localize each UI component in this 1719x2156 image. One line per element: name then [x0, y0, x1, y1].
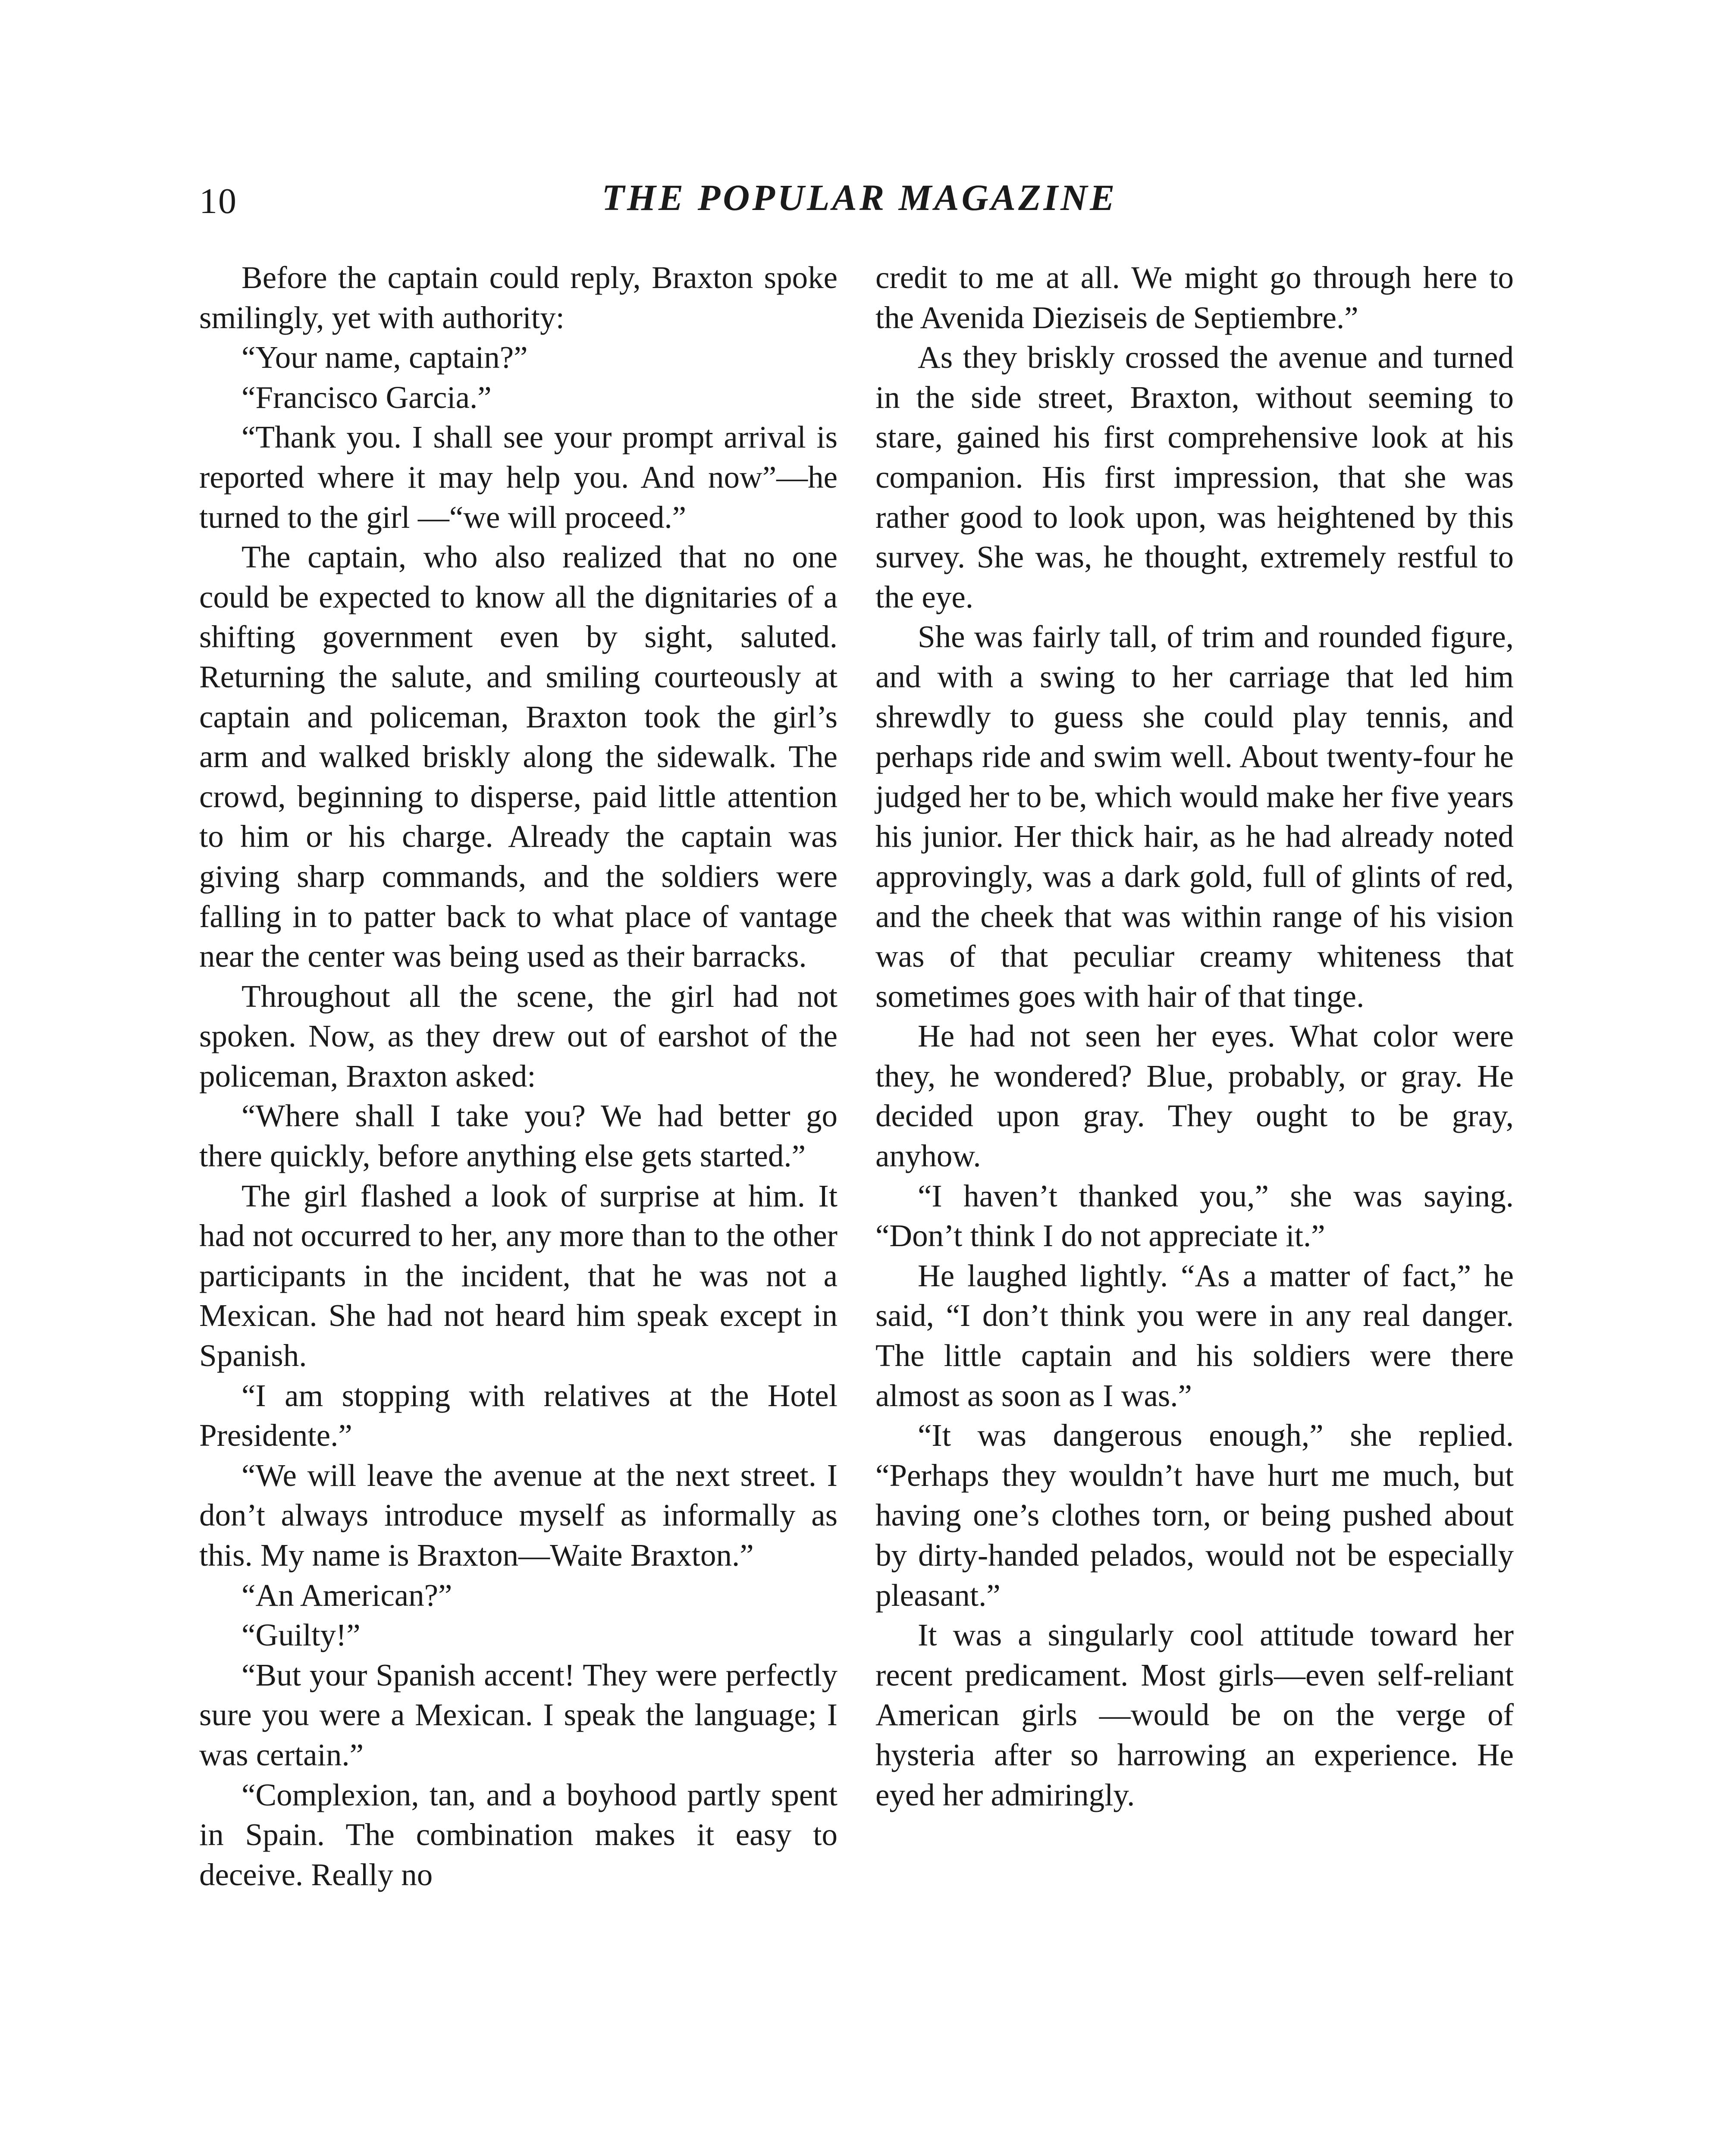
running-head: THE POPULAR MAGAZINE	[602, 177, 1117, 218]
paragraph: “I haven’t thanked you,” she was saying. “Don’t think I do not appreciate it.”	[875, 1178, 1514, 1253]
paragraph: “Thank you. I shall see your prompt arrival is reported where it may help you. And now”—he turned to the girl —“we will proceed.”	[199, 420, 838, 535]
paragraph: “Where shall I take you? We had better go there quickly, before anything else gets started.”	[199, 1098, 838, 1174]
paragraph: Before the captain could reply, Braxton spoke smilingly, yet with authority:	[199, 260, 838, 335]
left-text-column	[199, 258, 838, 1895]
paragraph: credit to me at all. We might go through here to the Avenida Dieziseis de Septiembre.”	[875, 260, 1514, 335]
paragraph: “Your name, captain?”	[242, 340, 528, 375]
paragraph: Throughout all the scene, the girl had not spoken. Now, as they drew out of earshot of the policeman, Braxton asked:	[199, 978, 838, 1094]
paragraph: “Guilty!”	[242, 1617, 361, 1653]
paragraph: “We will leave the avenue at the next street. I don’t always introduce myself as informally as this. My name is Braxton—Waite Braxton.”	[199, 1457, 838, 1573]
paragraph: “An American?”	[242, 1577, 452, 1613]
paragraph: The girl flashed a look of surprise at him. It had not occurred to her, any more than to the other participants in the incident, that he was not a Mexican. She had not heard him speak except in Spanish.	[199, 1178, 838, 1373]
paragraph: He had not seen her eyes. What color were they, he wondered? Blue, probably, or gray. He decided upon gray. They ought to be gray, anyhow.	[875, 1018, 1514, 1174]
paragraph: “Complexion, tan, and a boyhood partly spent in Spain. The combination makes it easy to deceive. Really no	[199, 1777, 838, 1892]
paragraph: “But your Spanish accent! They were perfectly sure you were a Mexican. I speak the language; I was certain.”	[199, 1657, 838, 1772]
paragraph: He laughed lightly. “As a matter of fact,” he said, “I don’t think you were in any real danger. The little captain and his soldiers were there almost as soon as I was.”	[875, 1258, 1514, 1413]
right-text-column	[875, 258, 1514, 1815]
paragraph: She was fairly tall, of trim and rounded figure, and with a swing to her carriage that led him shrewdly to guess she could play tennis, and perhaps ride and swim well. About twenty-four he judged her to be, which would make her five years his junior. Her thick hair, as he had already noted approvingly, was a dark gold, full of glints of red, and the cheek that was within range of his vision was of that peculiar creamy whiteness that sometimes goes with hair of that tinge.	[875, 619, 1514, 1014]
paragraph: “It was dangerous enough,” she replied. “Perhaps they wouldn’t have hurt me much, but having one’s clothes torn, or being pushed about by dirty-handed pelados, would not be especially pleasant.”	[875, 1418, 1514, 1613]
paragraph: “Francisco Garcia.”	[242, 379, 492, 415]
paragraph: “I am stopping with relatives at the Hotel Presidente.”	[199, 1378, 838, 1453]
paragraph: As they briskly crossed the avenue and turned in the side street, Braxton, without seeming to stare, gained his first comprehensive look at his companion. His first impression, that she was rather good to look upon, was heightened by this survey. She was, he thought, extremely restful to the eye.	[875, 340, 1514, 614]
paragraph: It was a singularly cool attitude toward her recent predicament. Most girls—even self-reliant American girls —would be on the verge of hysteria after so harrowing an experience. He eyed her admiringly.	[875, 1617, 1514, 1812]
page-number: 10	[199, 181, 237, 221]
paragraph: The captain, who also realized that no one could be expected to know all the dignitaries of a shifting government even by sight, saluted. Returning the salute, and smiling courteously at captain and policeman, Braxton took the girl’s arm and walked briskly along the sidewalk. The crowd, beginning to disperse, paid little attention to him or his charge. Already the captain was giving sharp commands, and the soldiers were falling in to patter back to what place of vantage near the center was being used as their barracks.	[199, 539, 838, 974]
